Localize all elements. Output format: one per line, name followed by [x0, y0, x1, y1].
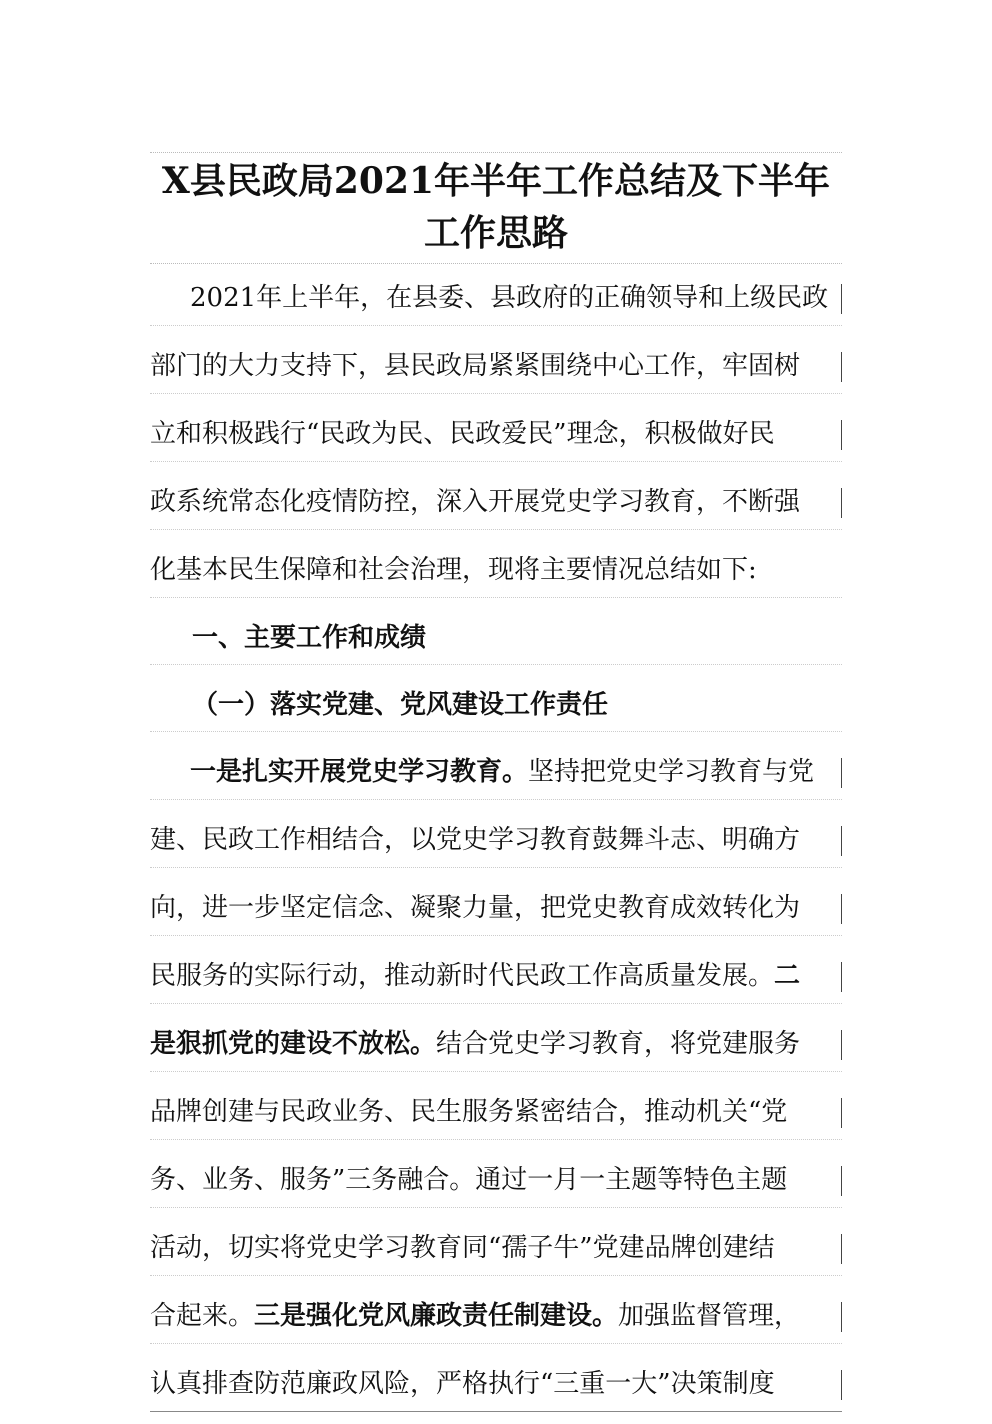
body-line: 一是扎实开展党史学习教育。坚持把党史学习教育与党	[150, 732, 842, 800]
body-line: 认真排查防范廉政风险，严格执行“三重一大”决策制度	[150, 1344, 842, 1412]
intro-line: 立和积极践行“民政为民、民政爱民”理念，积极做好民	[150, 394, 842, 462]
body-line: 品牌创建与民政业务、民生服务紧密结合，推动机关“党	[150, 1072, 842, 1140]
body-line: 合起来。三是强化党风廉政责任制建设。加强监督管理，	[150, 1276, 842, 1344]
intro-line: 2021年上半年，在县委、县政府的正确领导和上级民政	[150, 258, 842, 326]
body-line: 向，进一步坚定信念、凝聚力量，把党史教育成效转化为	[150, 868, 842, 936]
document-title	[150, 152, 842, 264]
intro-line: 部门的大力支持下，县民政局紧紧围绕中心工作，牢固树	[150, 326, 842, 394]
section-heading-2: （一）落实党建、党风建设工作责任	[150, 665, 842, 732]
body-line: 是狠抓党的建设不放松。结合党史学习教育，将党建服务	[150, 1004, 842, 1072]
intro-line: 化基本民生保障和社会治理，现将主要情况总结如下:	[150, 530, 842, 598]
body-line: 民服务的实际行动，推动新时代民政工作高质量发展。二	[150, 936, 842, 1004]
body-line: 务、业务、服务”三务融合。通过一月一主题等特色主题	[150, 1140, 842, 1208]
body-line: 建、民政工作相结合，以党史学习教育鼓舞斗志、明确方	[150, 800, 842, 868]
intro-line: 政系统常态化疫情防控，深入开展党史学习教育，不断强	[150, 462, 842, 530]
title-line-2: 工作思路	[423, 212, 568, 254]
body-line: 活动，切实将党史学习教育同“孺子牛”党建品牌创建结	[150, 1208, 842, 1276]
document-body	[150, 258, 842, 1412]
title-line-1: X县民政局2021年半年工作总结及下半年	[161, 160, 831, 202]
section-heading-1: 一、主要工作和成绩	[150, 598, 842, 665]
